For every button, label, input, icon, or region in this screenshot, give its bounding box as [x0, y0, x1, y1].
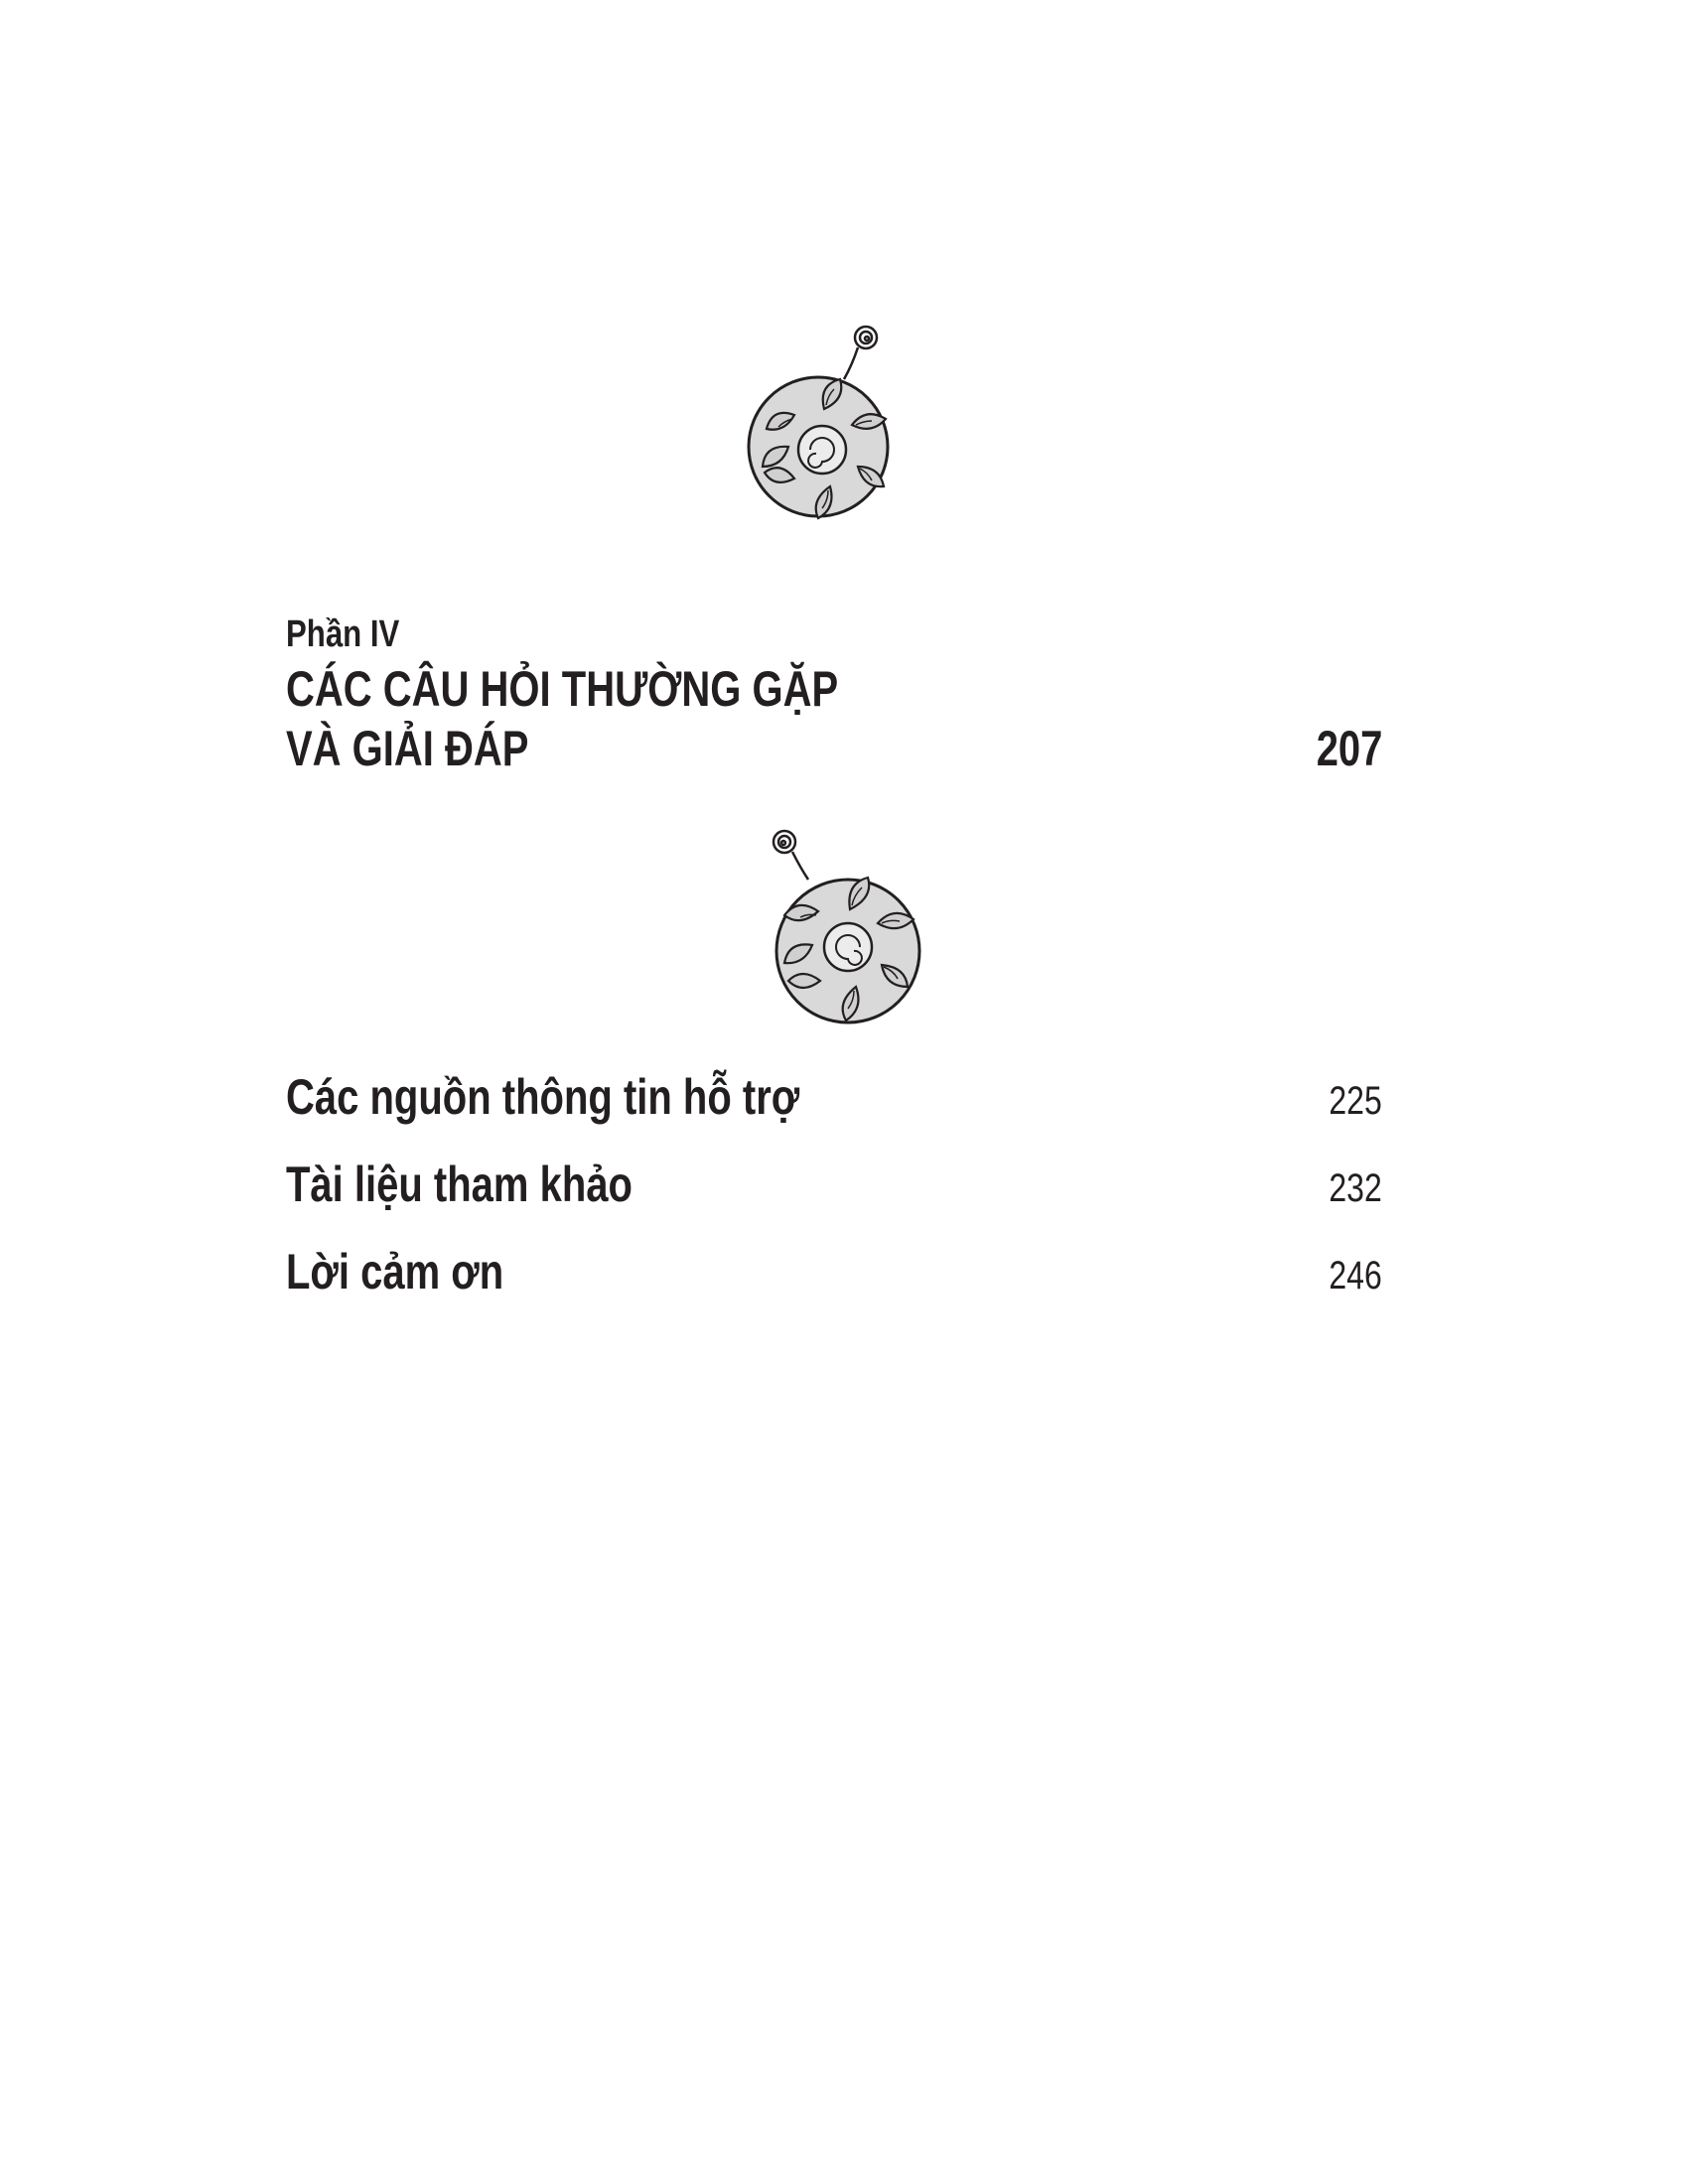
toc-entry-page[interactable]: 246: [1329, 1254, 1382, 1297]
part-page-number[interactable]: 207: [1316, 721, 1382, 776]
sun-swirl-ornament-icon: [757, 820, 925, 1038]
toc-entry[interactable]: [286, 1237, 1382, 1324]
sun-swirl-ornament-icon: [735, 316, 904, 534]
table-of-contents: [286, 1062, 1382, 1324]
part-heading: [286, 610, 1382, 778]
toc-entry-title[interactable]: Các nguồn thông tin hỗ trợ: [286, 1069, 800, 1125]
toc-entry-page[interactable]: 225: [1329, 1079, 1382, 1123]
part-title-line1: CÁC CÂU HỎI THƯỜNG GẶP: [286, 661, 839, 717]
part-title-row: [286, 719, 1382, 778]
toc-entry-title[interactable]: Lời cảm ơn: [286, 1244, 504, 1299]
toc-entry-title[interactable]: Tài liệu tham khảo: [286, 1157, 633, 1212]
toc-entry[interactable]: [286, 1150, 1382, 1237]
part-label: Phần IV: [286, 614, 400, 655]
part-title-line2: VÀ GIẢI ĐÁP: [286, 721, 529, 776]
toc-entry[interactable]: [286, 1062, 1382, 1150]
toc-entry-page[interactable]: 232: [1329, 1166, 1382, 1210]
